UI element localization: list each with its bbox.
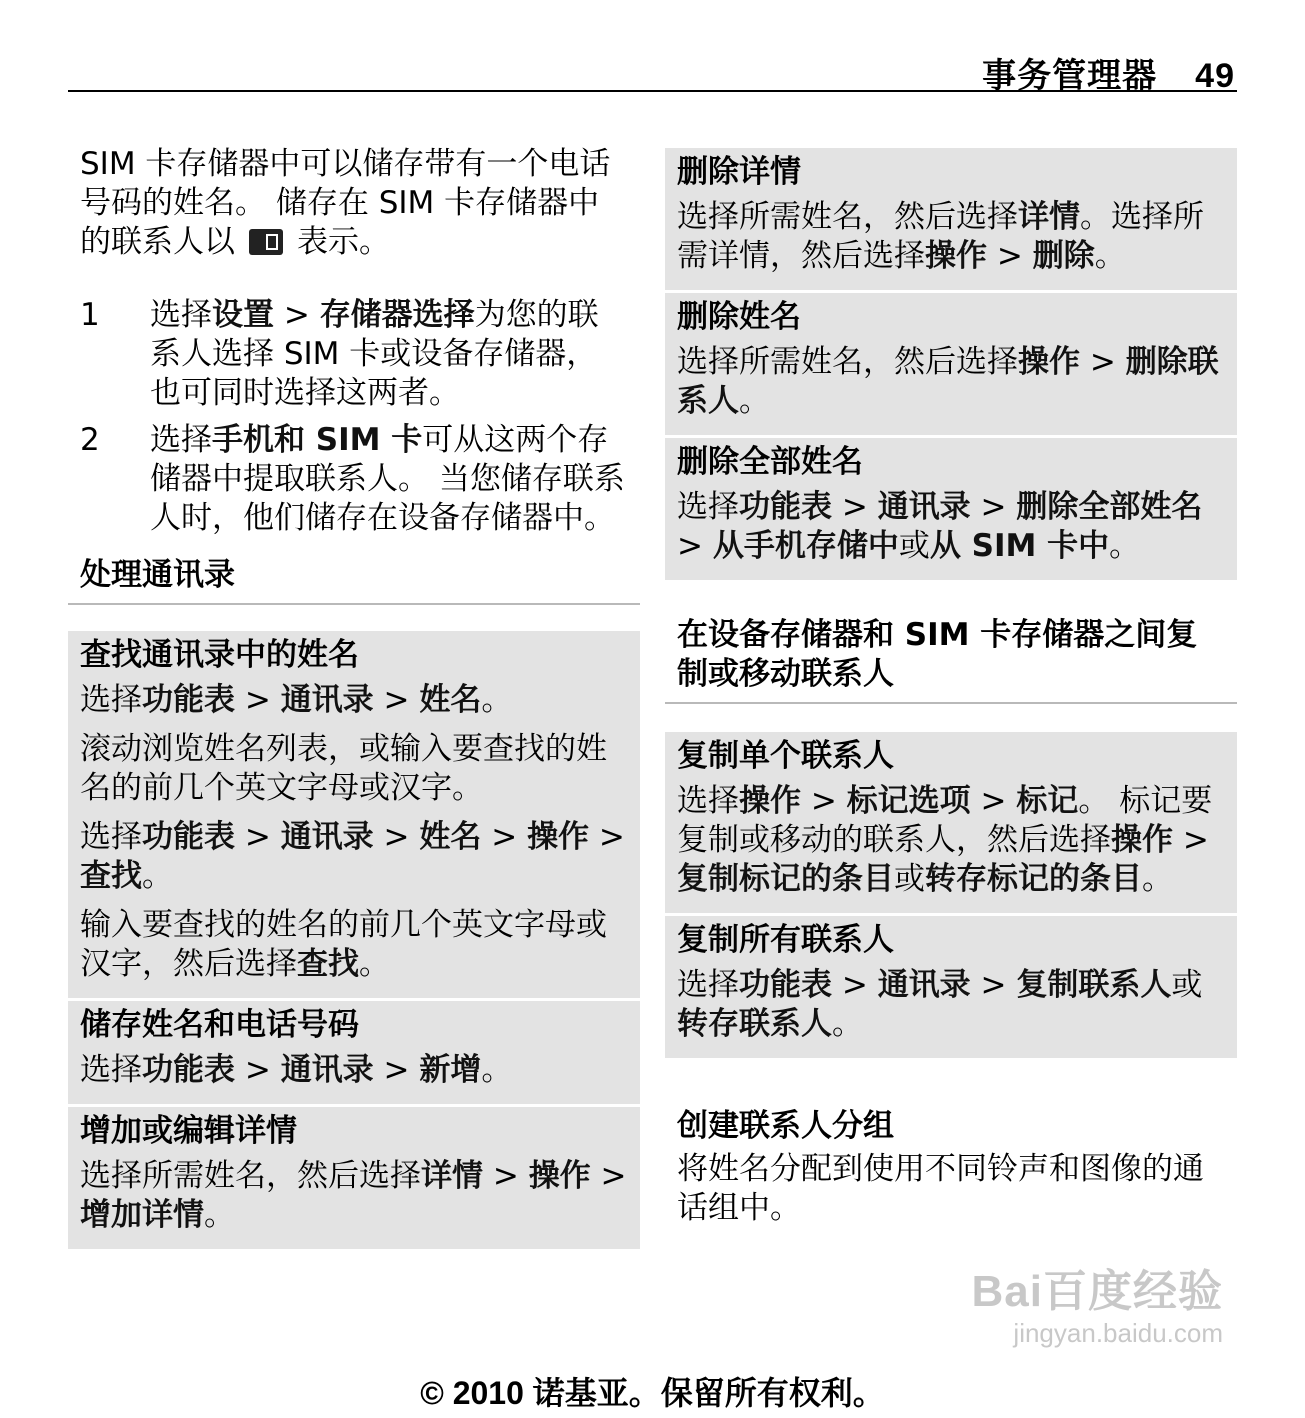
box-text: 选择功能表 > 通讯录 > 新增。 (80, 1052, 513, 1088)
box-text: 选择功能表 > 通讯录 > 姓名。 (80, 682, 513, 718)
box-text: 选择功能表 > 通讯录 > 姓名 > 操作 > 查找。 (80, 819, 625, 894)
add-details-box (68, 1104, 640, 1249)
box-text: 选择操作 > 标记选项 > 标记。 标记要复制或移动的联系人，然后选择操作 > 复制标记的条目或转存标记的条目。 (677, 783, 1213, 897)
box-text: 选择功能表 > 通讯录 > 删除全部姓名 > 从手机存储中或从 SIM 卡中。 (677, 489, 1203, 564)
list-item: 2 选择手机和 SIM 卡可从这两个存储器中提取联系人。 当您储存联系人时，他们储存在设备存储器中。 (80, 422, 625, 536)
delete-all-box (665, 435, 1237, 580)
baidu-watermark: Bai百度经验 jingyan.baidu.com (971, 1267, 1223, 1348)
delete-boxes (665, 148, 1237, 580)
header-rule (68, 90, 1237, 92)
copy-boxes (665, 732, 1237, 1058)
box-text: 滚动浏览姓名列表，或输入要查找的姓名的前几个英文字母或汉字。 (80, 731, 607, 806)
chapter-title: 事务管理器 (982, 57, 1158, 95)
group-text: 将姓名分配到使用不同铃声和图像的通话组中。 (677, 1151, 1204, 1226)
intro-paragraph: SIM 卡存储器中可以储存带有一个电话号码的姓名。 储存在 SIM 卡存储器中的联系人以 表示。 (80, 146, 611, 260)
page-number: 49 (1195, 57, 1235, 95)
steps-list (68, 296, 640, 538)
section-title-contacts: 处理通讯录 (68, 556, 640, 605)
delete-name-box (665, 290, 1237, 435)
box-title: 删除详情 (677, 154, 801, 190)
box-title: 增加或编辑详情 (80, 1113, 297, 1149)
box-title: 复制所有联系人 (677, 922, 894, 958)
left-boxes (68, 631, 640, 1249)
box-text: 输入要查找的姓名的前几个英文字母或汉字，然后选择查找。 (80, 907, 607, 982)
box-text: 选择所需姓名，然后选择操作 > 删除联系人。 (677, 344, 1219, 419)
box-text: 选择所需姓名，然后选择详情 > 操作 > 增加详情。 (80, 1158, 627, 1233)
delete-details-box (665, 148, 1237, 290)
right-column (665, 148, 1237, 1228)
box-title: 复制单个联系人 (677, 738, 894, 774)
box-text: 选择功能表 > 通讯录 > 复制联系人或转存联系人。 (677, 967, 1203, 1042)
left-column (68, 145, 640, 1249)
copy-one-box (665, 732, 1237, 913)
find-name-box (68, 631, 640, 998)
box-title: 删除姓名 (677, 299, 801, 335)
copyright-footer: © 2010 诺基亚。保留所有权利。 (420, 1375, 885, 1411)
box-title: 储存姓名和电话号码 (80, 1007, 359, 1043)
list-item: 1 选择设置 > 存储器选择为您的联系人选择 SIM 卡或设备存储器，也可同时选择这两者。 (80, 297, 599, 411)
group-section (665, 1106, 1237, 1228)
group-title: 创建联系人分组 (677, 1108, 894, 1144)
save-name-box (68, 998, 640, 1104)
sim-card-icon (249, 229, 283, 255)
section-title-copy: 在设备存储器和 SIM 卡存储器之间复制或移动联系人 (665, 616, 1237, 704)
box-title: 删除全部姓名 (677, 444, 863, 480)
box-title: 查找通讯录中的姓名 (80, 637, 359, 673)
copy-all-box (665, 913, 1237, 1058)
box-text: 选择所需姓名，然后选择详情。选择所需详情，然后选择操作 > 删除。 (677, 199, 1204, 274)
